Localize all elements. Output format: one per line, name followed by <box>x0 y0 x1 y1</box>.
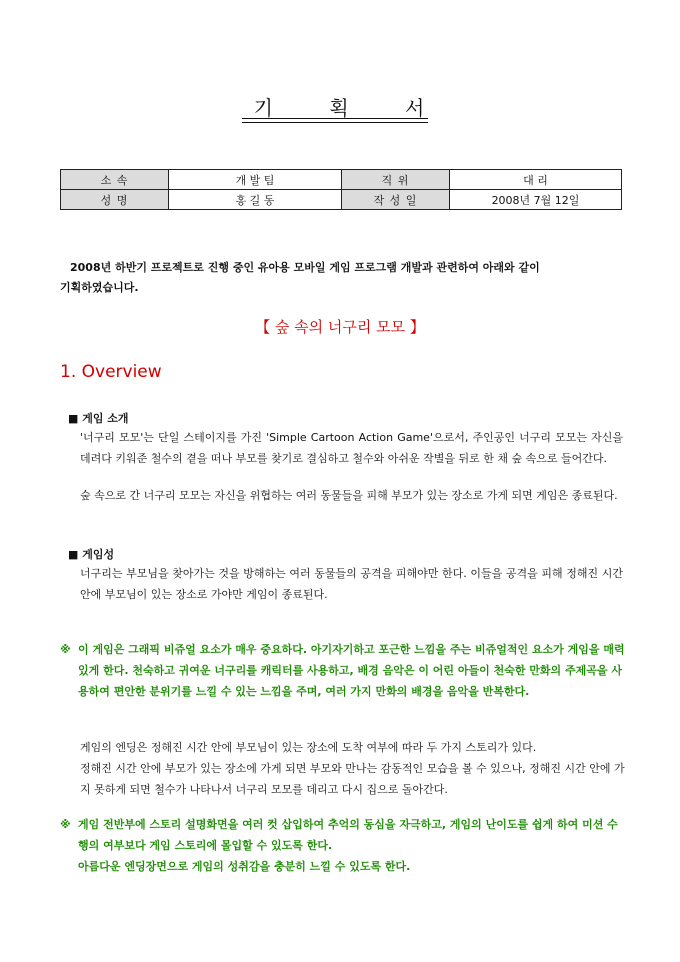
section-heading-overview: 1. Overview <box>60 362 162 382</box>
note-mark: ※ <box>60 643 71 656</box>
visual-note <box>60 639 626 702</box>
title-underline-top <box>242 118 428 119</box>
name-value: 홍 길 동 <box>169 190 342 210</box>
visual-note-text: 이 게임은 그래픽 비쥬얼 요소가 매우 중요하다. 아기자기하고 포근한 느낌을 주는 비쥬얼적인 요소가 게임을 매력 있게 한다. 천숙하고 귀여운 너구리를 캐릭터를 사용하고, 배경 음악은 이 어린 아들이 천숙한 만화의 주제곡을 사용하여 편안한 분위기를 느낄 수 있는 느낌을 주며, 여러 가지 만화의 배경을 음악을 반복한다. <box>78 643 625 698</box>
dept-label: 소 속 <box>61 170 169 190</box>
game-title: 【 숲 속의 너구리 모모 】 <box>255 318 425 336</box>
title-underline-bottom <box>242 122 428 123</box>
info-row-2 <box>61 190 622 210</box>
intro-line-2: 기획하였습니다. <box>60 281 139 294</box>
story-note-line-1: 게임 전반부에 스토리 설명화면을 여러 컷 삽입하여 추억의 동심을 자극하고, 게임의 난이도를 쉽게 하여 미션 수행의 여부보다 게임 스토리에 몰입할 수 있도록 한다. <box>78 818 618 852</box>
game-intro-paragraph-1: '너구리 모모'는 단일 스테이지를 가진 'Simple Cartoon Action Game'으로서, 주인공인 너구리 모모는 자신을 데려다 키워준 철수의 곁을 떠나 부모를 찾기로 결심하고 철수와 아쉬운 작별을 뒤로 한 채 숲 속으로 들어간다. <box>80 431 623 465</box>
date-value: 2008년 7월 12일 <box>450 190 622 210</box>
ending-paragraph-1: 게임의 엔딩은 정해진 시간 안에 부모님이 있는 장소에 도착 여부에 따라 두 가지 스토리가 있다. <box>80 741 537 754</box>
intro-line-1: 2008년 하반기 프로젝트로 진행 중인 유아용 모바일 게임 프로그램 개발과 관련하여 아래와 같이 <box>70 261 540 274</box>
position-value: 대 리 <box>450 170 622 190</box>
game-intro-paragraph-2: 숲 속으로 간 너구리 모모는 자신을 위협하는 여러 동물들을 피해 부모가 있는 장소로 가게 되면 게임은 종료된다. <box>80 489 618 502</box>
position-label: 직 위 <box>342 170 450 190</box>
ending-paragraph-2: 정해진 시간 안에 부모가 있는 장소에 가게 되면 부모와 만나는 감동적인 모습을 볼 수 있으나, 정해진 시간 안에 가지 못하게 되면 철수가 나타나서 너구리 모모를 데리고 다시 집으로 돌아간다. <box>80 762 625 796</box>
game-intro-heading: ■ 게임 소개 <box>68 412 129 425</box>
document-title: 기 획 서 <box>253 96 427 120</box>
date-label: 작 성 일 <box>342 190 450 210</box>
author-info-table <box>60 169 622 210</box>
gameplay-heading: ■ 게임성 <box>68 548 115 561</box>
dept-value: 개 발 팀 <box>169 170 342 190</box>
info-row-1 <box>61 170 622 190</box>
story-note <box>60 814 626 877</box>
intro-paragraph <box>60 258 623 298</box>
gameplay-paragraph: 너구리는 부모님을 찾아가는 것을 방해하는 여러 동물들의 공격을 피해야만 한다. 이들을 공격을 피해 정해진 시간 안에 부모님이 있는 장소로 가야만 게임이 종료된다. <box>80 567 623 601</box>
note-mark: ※ <box>60 818 71 831</box>
story-note-line-2: 아름다운 엔딩장면으로 게임의 성취감을 충분히 느낄 수 있도록 한다. <box>78 860 411 873</box>
name-label: 성 명 <box>61 190 169 210</box>
